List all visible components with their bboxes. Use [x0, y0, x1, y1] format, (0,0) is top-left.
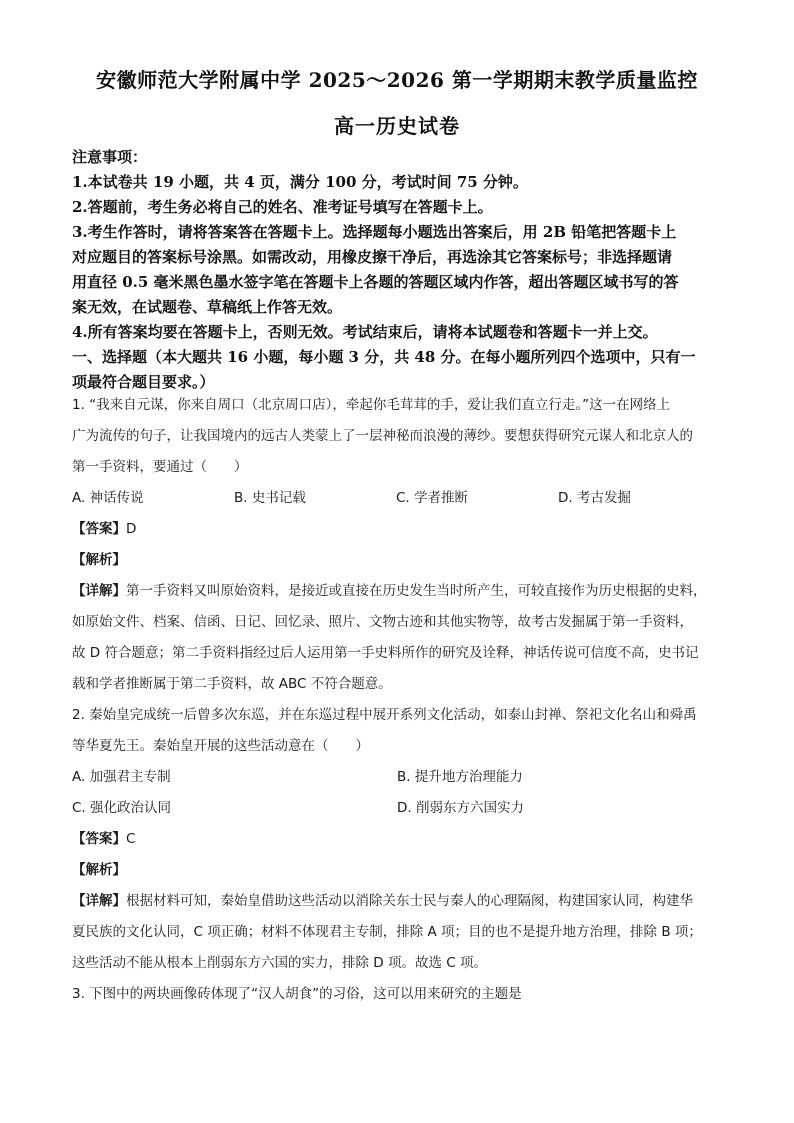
notes-line: 案无效，在试题卷、草稿纸上作答无效。 — [72, 298, 343, 316]
q2-answer — [72, 824, 732, 855]
notes-line: 2.答题前，考生务必将自己的姓名、准考证号填写在答题卡上。 — [72, 198, 493, 216]
detail-tag: 【详解】 — [72, 893, 126, 909]
q1-options — [72, 483, 732, 514]
notes-line: 4.所有答案均要在答题卡上，否则无效。考试结束后，请将本试题卷和答题卡一并上交。 — [72, 323, 658, 341]
q2-stem-line: 等华夏先王。秦始皇开展的这些活动意在（ ） — [72, 738, 369, 754]
q1-option-a: A. 神话传说 — [72, 490, 144, 506]
q1-stem-line: 第一手资料，要通过（ ） — [72, 459, 248, 475]
q2-options-row — [72, 793, 732, 824]
notes-heading: 注意事项： — [72, 148, 148, 166]
questions-body — [72, 390, 732, 1010]
q2-detail-text: 根据材料可知，秦始皇借助这些活动以消除关东士民与秦人的心理隔阂，构建国家认同，构建华 — [126, 893, 693, 909]
answer-tag: 【答案】 — [72, 831, 126, 847]
q2-answer-value: C — [126, 831, 136, 847]
q1-option-d: D. 考古发掘 — [558, 490, 631, 506]
q1-answer-value: D — [126, 521, 137, 537]
q1-stem-line: 1. “我来自元谋，你来自周口（北京周口店），牵起你毛茸茸的手，爱让我们直立行走。”这一在网络上 — [72, 397, 671, 413]
q2-option-b: B. 提升地方治理能力 — [397, 769, 523, 785]
q1-option-c: C. 学者推断 — [396, 490, 469, 506]
exam-title: 安徽师范大学附属中学 2025～2026 第一学期期末教学质量监控 — [96, 68, 698, 92]
q2-analysis-tag: 【解析】 — [72, 862, 126, 878]
q1-detail-line: 载和学者推断属于第二手资料，故 ABC 不符合题意。 — [72, 676, 392, 692]
q2-option-a: A. 加强君主专制 — [72, 769, 171, 785]
notes-line: 3.考生作答时，请将答案答在答题卡上。选择题每小题选出答案后，用 2B 铅笔把答题卡上 — [72, 223, 677, 241]
notes-line: 1.本试卷共 19 小题，共 4 页，满分 100 分，考试时间 75 分钟。 — [72, 173, 528, 191]
notes-line: 对应题目的答案标号涂黑。如需改动，用橡皮擦干净后，再选涂其它答案标号；非选择题请 — [72, 248, 673, 266]
q1-analysis-tag: 【解析】 — [72, 552, 126, 568]
detail-tag: 【详解】 — [72, 583, 126, 599]
q3-stem-line: 3. 下图中的两块画像砖体现了“汉人胡食”的习俗，这可以用来研究的主题是 — [72, 986, 522, 1002]
section-heading-line: 项最符合题目要求。） — [72, 373, 215, 391]
q2-option-c: C. 强化政治认同 — [72, 800, 172, 816]
q2-option-d: D. 削弱东方六国实力 — [397, 800, 524, 816]
q2-detail-line: 这些活动不能从根本上削弱东方六国的实力，排除 D 项。故选 C 项。 — [72, 955, 487, 971]
q2-detail-line: 夏民族的文化认同，C 项正确；材料不体现君主专制，排除 A 项；目的也不是提升地方治理，排除 B 项； — [72, 924, 702, 940]
notes-section — [72, 145, 732, 395]
q2-stem-line: 2. 秦始皇完成统一后曾多次东巡，并在东巡过程中展开系列文化活动，如泰山封禅、祭祀文化名山和舜禹 — [72, 707, 697, 723]
q1-detail-text: 第一手资料又叫原始资料，是接近或直接在历史发生当时所产生，可较直接作为历史根据的史料， — [126, 583, 707, 599]
q1-option-b: B. 史书记载 — [234, 490, 306, 506]
q1-stem-line: 广为流传的句子，让我国境内的远古人类蒙上了一层神秘而浪漫的薄纱。要想获得研究元谋人和北京人的 — [72, 428, 693, 444]
q1-detail-line — [72, 576, 732, 607]
q1-answer — [72, 514, 732, 545]
exam-subtitle: 高一历史试卷 — [334, 114, 460, 138]
q2-options-row — [72, 762, 732, 793]
notes-line: 用直径 0.5 毫米黑色墨水签字笔在答题卡上各题的答题区域内作答，超出答题区域书写的答 — [72, 273, 679, 291]
answer-tag: 【答案】 — [72, 521, 126, 537]
q1-detail-line: 故 D 符合题意；第二手资料指经过后人运用第一手史料所作的研究及诠释，神话传说可信度不高，史书记 — [72, 645, 699, 661]
q1-detail-line: 如原始文件、档案、信函、日记、回忆录、照片、文物古迹和其他实物等，故考古发掘属于第一手资料， — [72, 614, 693, 630]
q2-detail-line — [72, 886, 732, 917]
section-heading-line: 一、选择题（本大题共 16 小题，每小题 3 分，共 48 分。在每小题所列四个选项中，只有一 — [72, 348, 696, 366]
